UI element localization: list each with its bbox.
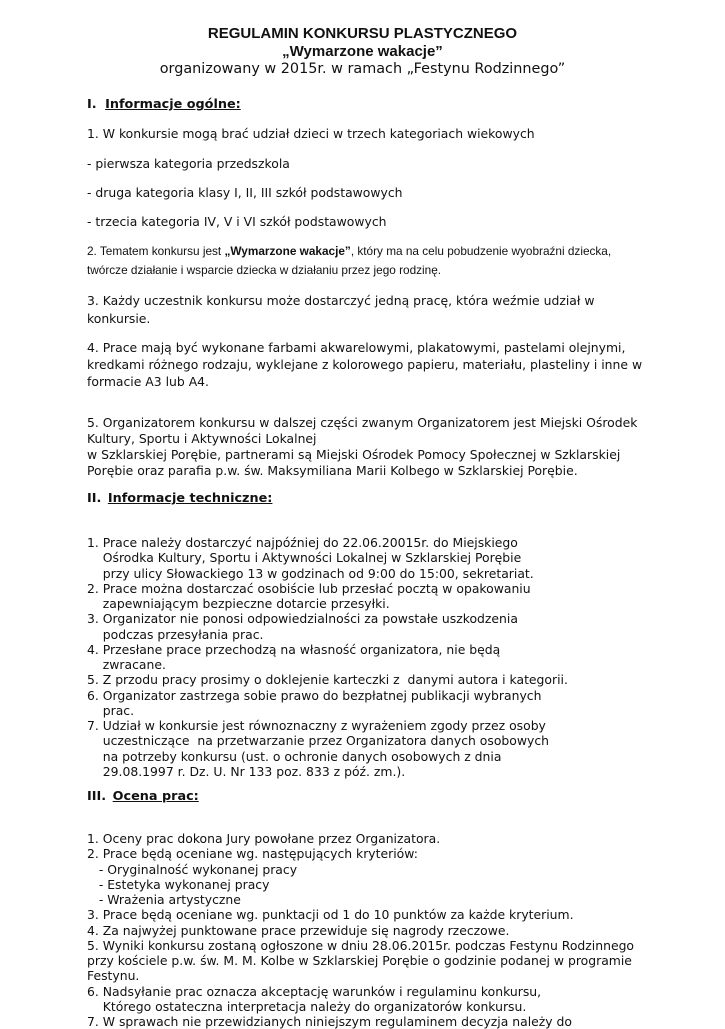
paragraph-2-theme: „Wymarzone wakacje” <box>224 244 351 258</box>
section-2-heading <box>87 491 272 506</box>
section-2-line: 6. Organizator zastrzega sobie prawo do bezpłatnej publikacji wybranych <box>87 687 542 703</box>
section-2-line: 3. Organizator nie ponosi odpowiedzialności za powstałe uszkodzenia <box>87 611 518 627</box>
category-3: - trzecia kategoria IV, V i VI szkół podstawowych <box>87 214 387 229</box>
section-1-paragraph-4: 4. Prace mają być wykonane farbami akwarelowymi, plakatowymi, pastelami olejnymi, <box>87 340 626 355</box>
section-1-paragraph-2 <box>87 244 611 259</box>
category-1: - pierwsza kategoria przedszkola <box>87 156 290 171</box>
section-3-title: Ocena prac: <box>112 789 199 804</box>
section-1-paragraph-2-line-2: twórcze działanie i wsparcie dziecka w działaniu przez jego rodzinę. <box>87 263 442 277</box>
section-1-paragraph-1: 1. W konkursie mogą brać udział dzieci w trzech kategoriach wiekowych <box>87 126 535 141</box>
section-2-line: zapewniającym bezpieczne dotarcie przesyłki. <box>87 596 390 611</box>
section-3-line: przy kościele p.w. św. M. M. Kolbe w Szklarskiej Porębie o godzinie podanej w programie <box>87 953 632 968</box>
document-title: REGULAMIN KONKURSU PLASTYCZNEGO <box>207 25 518 42</box>
section-2-line: 4. Przesłane prace przechodzą na własność organizatora, nie będą <box>87 641 501 657</box>
section-2-line: 29.08.1997 r. Dz. U. Nr 133 poz. 833 z póź. zm.). <box>87 763 406 779</box>
section-2-line: prac. <box>87 702 135 718</box>
category-2: - druga kategoria klasy I, II, III szkół podstawowych <box>87 185 403 200</box>
section-2-line: przy ulicy Słowackiego 13 w godzinach od 9:00 do 15:00, sekretariat. <box>87 565 534 581</box>
section-2-line: podczas przesyłania prac. <box>87 626 264 642</box>
section-3-line: - Estetyka wykonanej pracy <box>87 876 270 892</box>
section-1-paragraph-5-line-4: Porębie oraz parafia p.w. św. Maksymiliana Marii Kolbego w Szklarskiej Porębie. <box>87 463 578 478</box>
section-3-line: - Wrażenia artystyczne <box>87 892 241 907</box>
section-1-paragraph-3-line-2: konkursie. <box>87 311 151 326</box>
section-1-paragraph-5-line-3: w Szklarskiej Porębie, partneramі są Miejski Ośrodek Pomocy Społecznej w Szklarskiej <box>87 447 621 462</box>
section-3-line: 5. Wyniki konkursu zostaną ogłoszone w dniu 28.06.2015r. podczas Festynu Rodzinnego <box>87 937 635 953</box>
section-2-line: 2. Prace można dostarczać osobiście lub przesłać pocztą w opakowaniu <box>87 580 531 596</box>
section-1-paragraph-4-line-2: kredkami różnego rodzaju, wyklejane z kolorowego papieru, materiału, plasteliny i inne w <box>87 357 643 372</box>
section-3-heading <box>87 789 199 804</box>
section-2-line: na potrzeby konkursu (ust. o ochronie danych osobowych z dnia <box>87 748 502 764</box>
section-3-line: Festynu. <box>87 968 140 984</box>
section-1-paragraph-5-line-2: Kultury, Sportu i Aktywności Lokalnej <box>87 431 317 446</box>
section-1-heading <box>87 97 241 112</box>
section-3-line: Którego ostateczna interpretacja należy do organizatorów konkursu. <box>87 998 527 1014</box>
section-2-line: uczestniczące na przetwarzanie przez Organizatora danych osobowych <box>87 733 549 749</box>
section-1-paragraph-5: 5. Organizatorem konkursu w dalszej części zwanym Organizatorem jest Miejski Ośrodek <box>87 415 638 430</box>
section-3-line: 6. Nadsyłanie prac oznacza akceptację warunków i regulaminu konkursu, <box>87 983 542 999</box>
section-3-line: - Oryginalność wykonanej pracy <box>87 861 298 877</box>
document-subtitle: organizowany w 2015r. w ramach „Festynu Rodzinnego” <box>159 61 566 77</box>
section-2-line: 1. Prace należy dostarczyć najpóźniej do 22.06.20015r. do Miejskiego <box>87 535 518 550</box>
section-2-line: zwracane. <box>87 657 166 672</box>
section-2-title: Informacje techniczne: <box>107 491 273 506</box>
section-1-paragraph-4-line-3: formacie A3 lub A4. <box>87 374 209 389</box>
section-3-line: 1. Oceny prac dokona Jury powołane przez Organizatora. <box>87 831 441 846</box>
section-3-line: 4. Za najwyżej punktowane prace przewiduje się nagrody rzeczowe. <box>87 922 510 938</box>
section-3-line: 2. Prace będą oceniane wg. następujących kryteriów: <box>87 846 418 862</box>
section-2-line: 7. Udział w konkursie jest równoznaczny z wyrażeniem zgody przez osoby <box>87 718 546 733</box>
section-1-paragraph-3: 3. Każdy uczestnik konkursu może dostarczyć jedną pracę, która weźmie udział w <box>87 293 595 308</box>
section-3-line: 7. W sprawach nie przewidzianych niniejszym regulaminem decyzja należy do <box>87 1014 573 1029</box>
document-title-theme: „Wymarzone wakacje” <box>282 43 443 60</box>
section-2-number: II. <box>87 491 102 506</box>
section-3-line: 3. Prace będą oceniane wg. punktacji od 1 do 10 punktów za każde kryterium. <box>87 907 574 923</box>
paragraph-2-text-a: 2. Tematem konkursu jest <box>87 244 225 258</box>
section-2-line: Ośrodka Kultury, Sportu i Aktywności Lokalnej w Szklarskiej Porębie <box>87 550 522 566</box>
section-1-title: Informacje ogólne: <box>105 97 241 112</box>
paragraph-2-text-c: , który ma na celu pobudzenie wyobraźni dziecka, <box>350 244 612 258</box>
section-2-line: 5. Z przodu pracy prosimy o doklejenie karteczki z danymi autora i kategorii. <box>87 672 568 688</box>
section-3-number: III. <box>87 789 107 804</box>
section-1-number: I. <box>87 97 97 112</box>
